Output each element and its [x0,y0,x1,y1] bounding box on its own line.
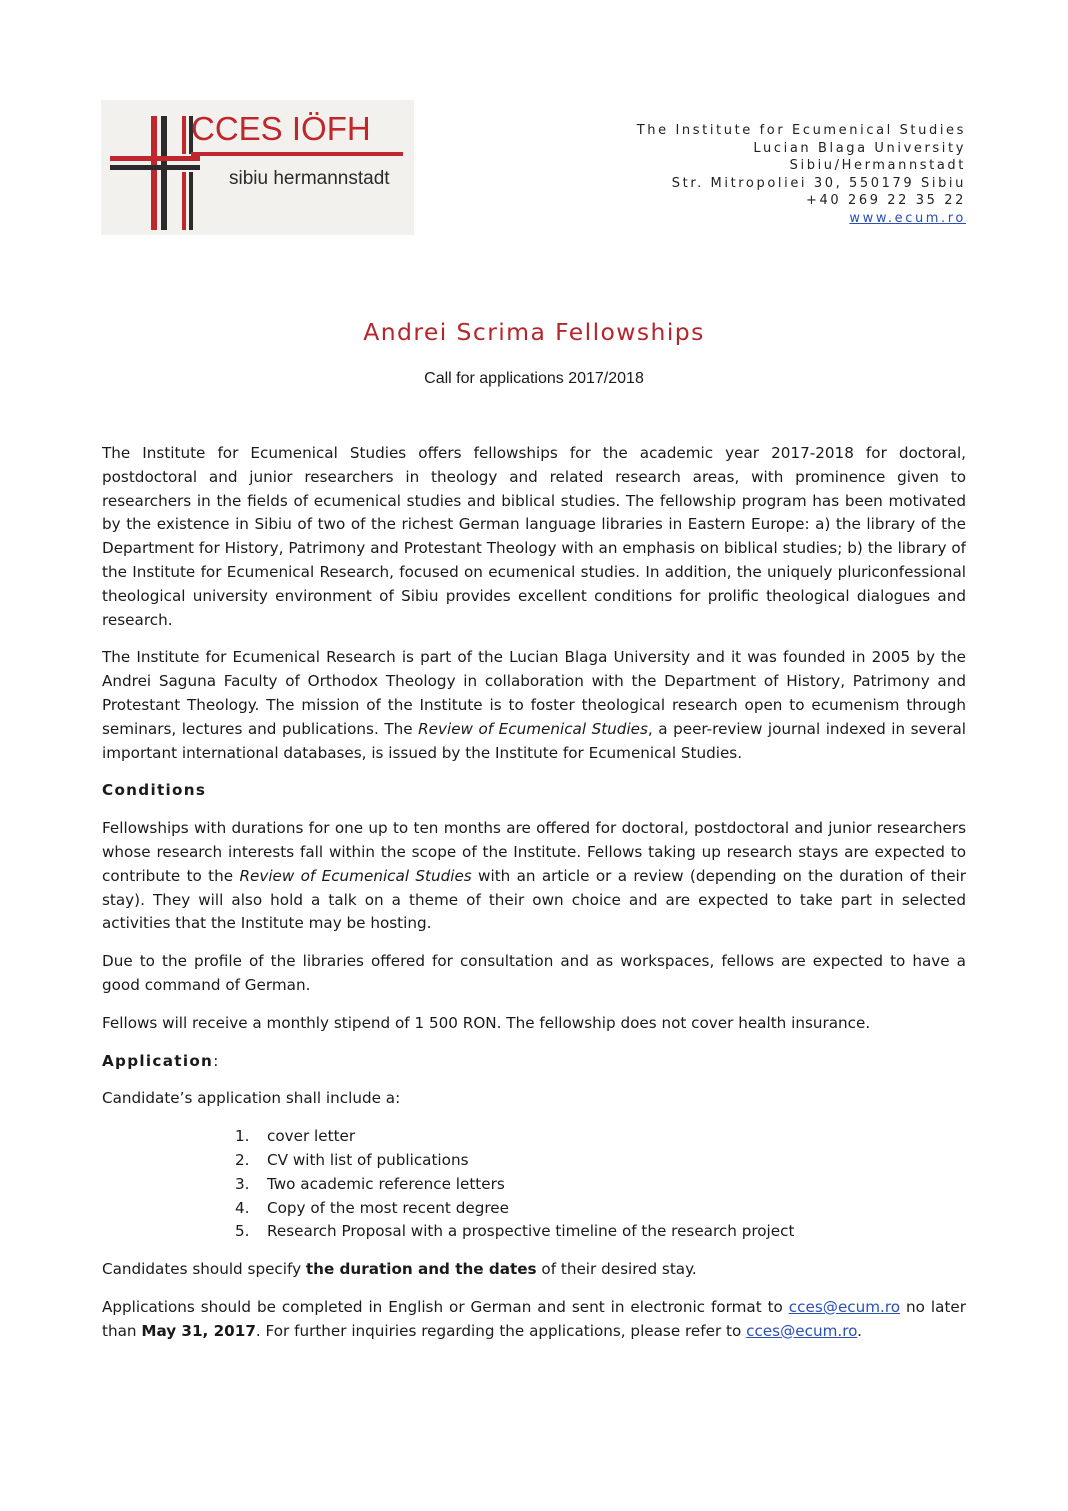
list-item-number: 2. [235,1150,250,1169]
list-item-text: cover letter [267,1127,356,1146]
application-items-list [102,1125,966,1244]
email-link[interactable]: cces@ecum.ro [746,1321,858,1340]
website-link[interactable]: www.ecum.ro [849,210,966,226]
intro-p2-text-end: , a peer-review journal indexed in several important international databases, is issued by the Institute for Ecumenical Studies. [102,719,966,762]
university-name: Lucian Blaga University [753,140,966,156]
intro-paragraph-2 [102,646,966,765]
email-link[interactable]: cces@ecum.ro [788,1297,901,1316]
list-item [235,1220,966,1244]
list-item-text: Copy of the most recent degree [267,1198,509,1217]
document-title: Andrei Scrima Fellowships [363,318,705,346]
conditions-paragraph-3: Fellows will receive a monthly stipend of 1 500 RON. The fellowship does not cover health insurance. [102,1013,871,1032]
submission-text-3: . For further inquiries regarding the applications, please refer to [255,1321,747,1340]
list-item-number: 4. [235,1198,250,1217]
list-item [235,1173,966,1197]
submission-paragraph [102,1296,966,1344]
list-item-number: 3. [235,1174,250,1193]
application-heading [102,1050,966,1074]
conditions-paragraph-1 [102,817,966,936]
list-item [235,1149,966,1173]
document-subtitle: Call for applications 2017/2018 [424,370,644,387]
conditions-heading: Conditions [102,781,207,800]
list-item-text: Research Proposal with a prospective timeline of the research project [267,1222,795,1241]
review-title: Review of Ecumenical Studies [239,866,472,885]
phone-number: +40 269 22 35 22 [805,193,966,209]
submission-text-end: . [857,1321,862,1340]
logo-name: CCES IÖFH [191,110,371,147]
application-heading-colon: : [213,1051,219,1070]
list-item [235,1197,966,1221]
deadline: May 31, 2017 [141,1321,256,1340]
logo-graphic [101,100,414,235]
review-title: Review of Ecumenical Studies [418,719,648,738]
city: Sibiu/Hermannstadt [789,158,966,174]
intro-p2-text: The Institute for Ecumenical Research is part of the Lucian Blaga University and it was founded in 2005 by the Andrei Saguna Faculty of Orthodox Theology in collaboration with the Department of History, Patrimony and Protestant Theology. The mission of the Institute is to foster theological research open to ecumenism through seminars, lectures and publications. The [102,648,966,738]
submission-text-2: no later than [102,1297,966,1340]
list-item-text: CV with list of publications [267,1150,469,1169]
specify-paragraph [102,1258,966,1282]
street-address: Str. Mitropoliei 30, 550179 Sibiu [671,175,966,191]
application-heading-text: Application [102,1051,214,1070]
conditions-p1-text: Fellowships with durations for one up to ten months are offered for doctoral, postdoctoral and junior researchers whose research interests fall within the scope of the Institute. Fellows taking up research stays are expected to contribute to the [102,819,966,885]
specify-text-end: of their desired stay. [536,1260,697,1279]
logo-tagline: sibiu hermannstadt [229,168,390,189]
institute-name: The Institute for Ecumenical Studies [636,123,966,138]
list-item-number: 5. [235,1222,250,1241]
specify-text: Candidates should specify [102,1260,306,1279]
submission-text: Applications should be completed in English or German and sent in electronic format to [102,1297,789,1316]
specify-bold: the duration and the dates [305,1260,537,1279]
address-block [637,122,966,228]
document-body [102,442,966,1358]
list-item-number: 1. [235,1127,250,1146]
conditions-paragraph-2: Due to the profile of the libraries offered for consultation and as workspaces, fellows are expected to have a good command of German. [102,952,966,994]
institute-logo [101,100,414,235]
list-item-text: Two academic reference letters [267,1174,505,1193]
conditions-p1-text-end: with an article or a review (depending on the duration of their stay). They will also hold a talk on a theme of their own choice and are expected to take part in selected activities that the Institute may be hosting. [102,866,967,933]
application-lead: Candidate’s application shall include a: [102,1089,401,1108]
list-item [235,1125,966,1149]
intro-paragraph-1: The Institute for Ecumenical Studies offers fellowships for the academic year 2017-2018 for doctoral, postdoctoral and junior researchers in theology and related research areas, with prominence given to researchers in the fields of ecumenical studies and biblical studies. The fellowship program has been motivated by the existence in Sibiu of two of the richest German language libraries in Eastern Europe: a) the library of the Department for History, Patrimony and Protestant Theology with an emphasis on biblical studies; b) the library of the Institute for Ecumenical Research, focused on ecumenical studies. In addition, the uniquely pluriconfessional theological university environment of Sibiu provides excellent conditions for prolific theological dialogues and research. [102,444,966,629]
